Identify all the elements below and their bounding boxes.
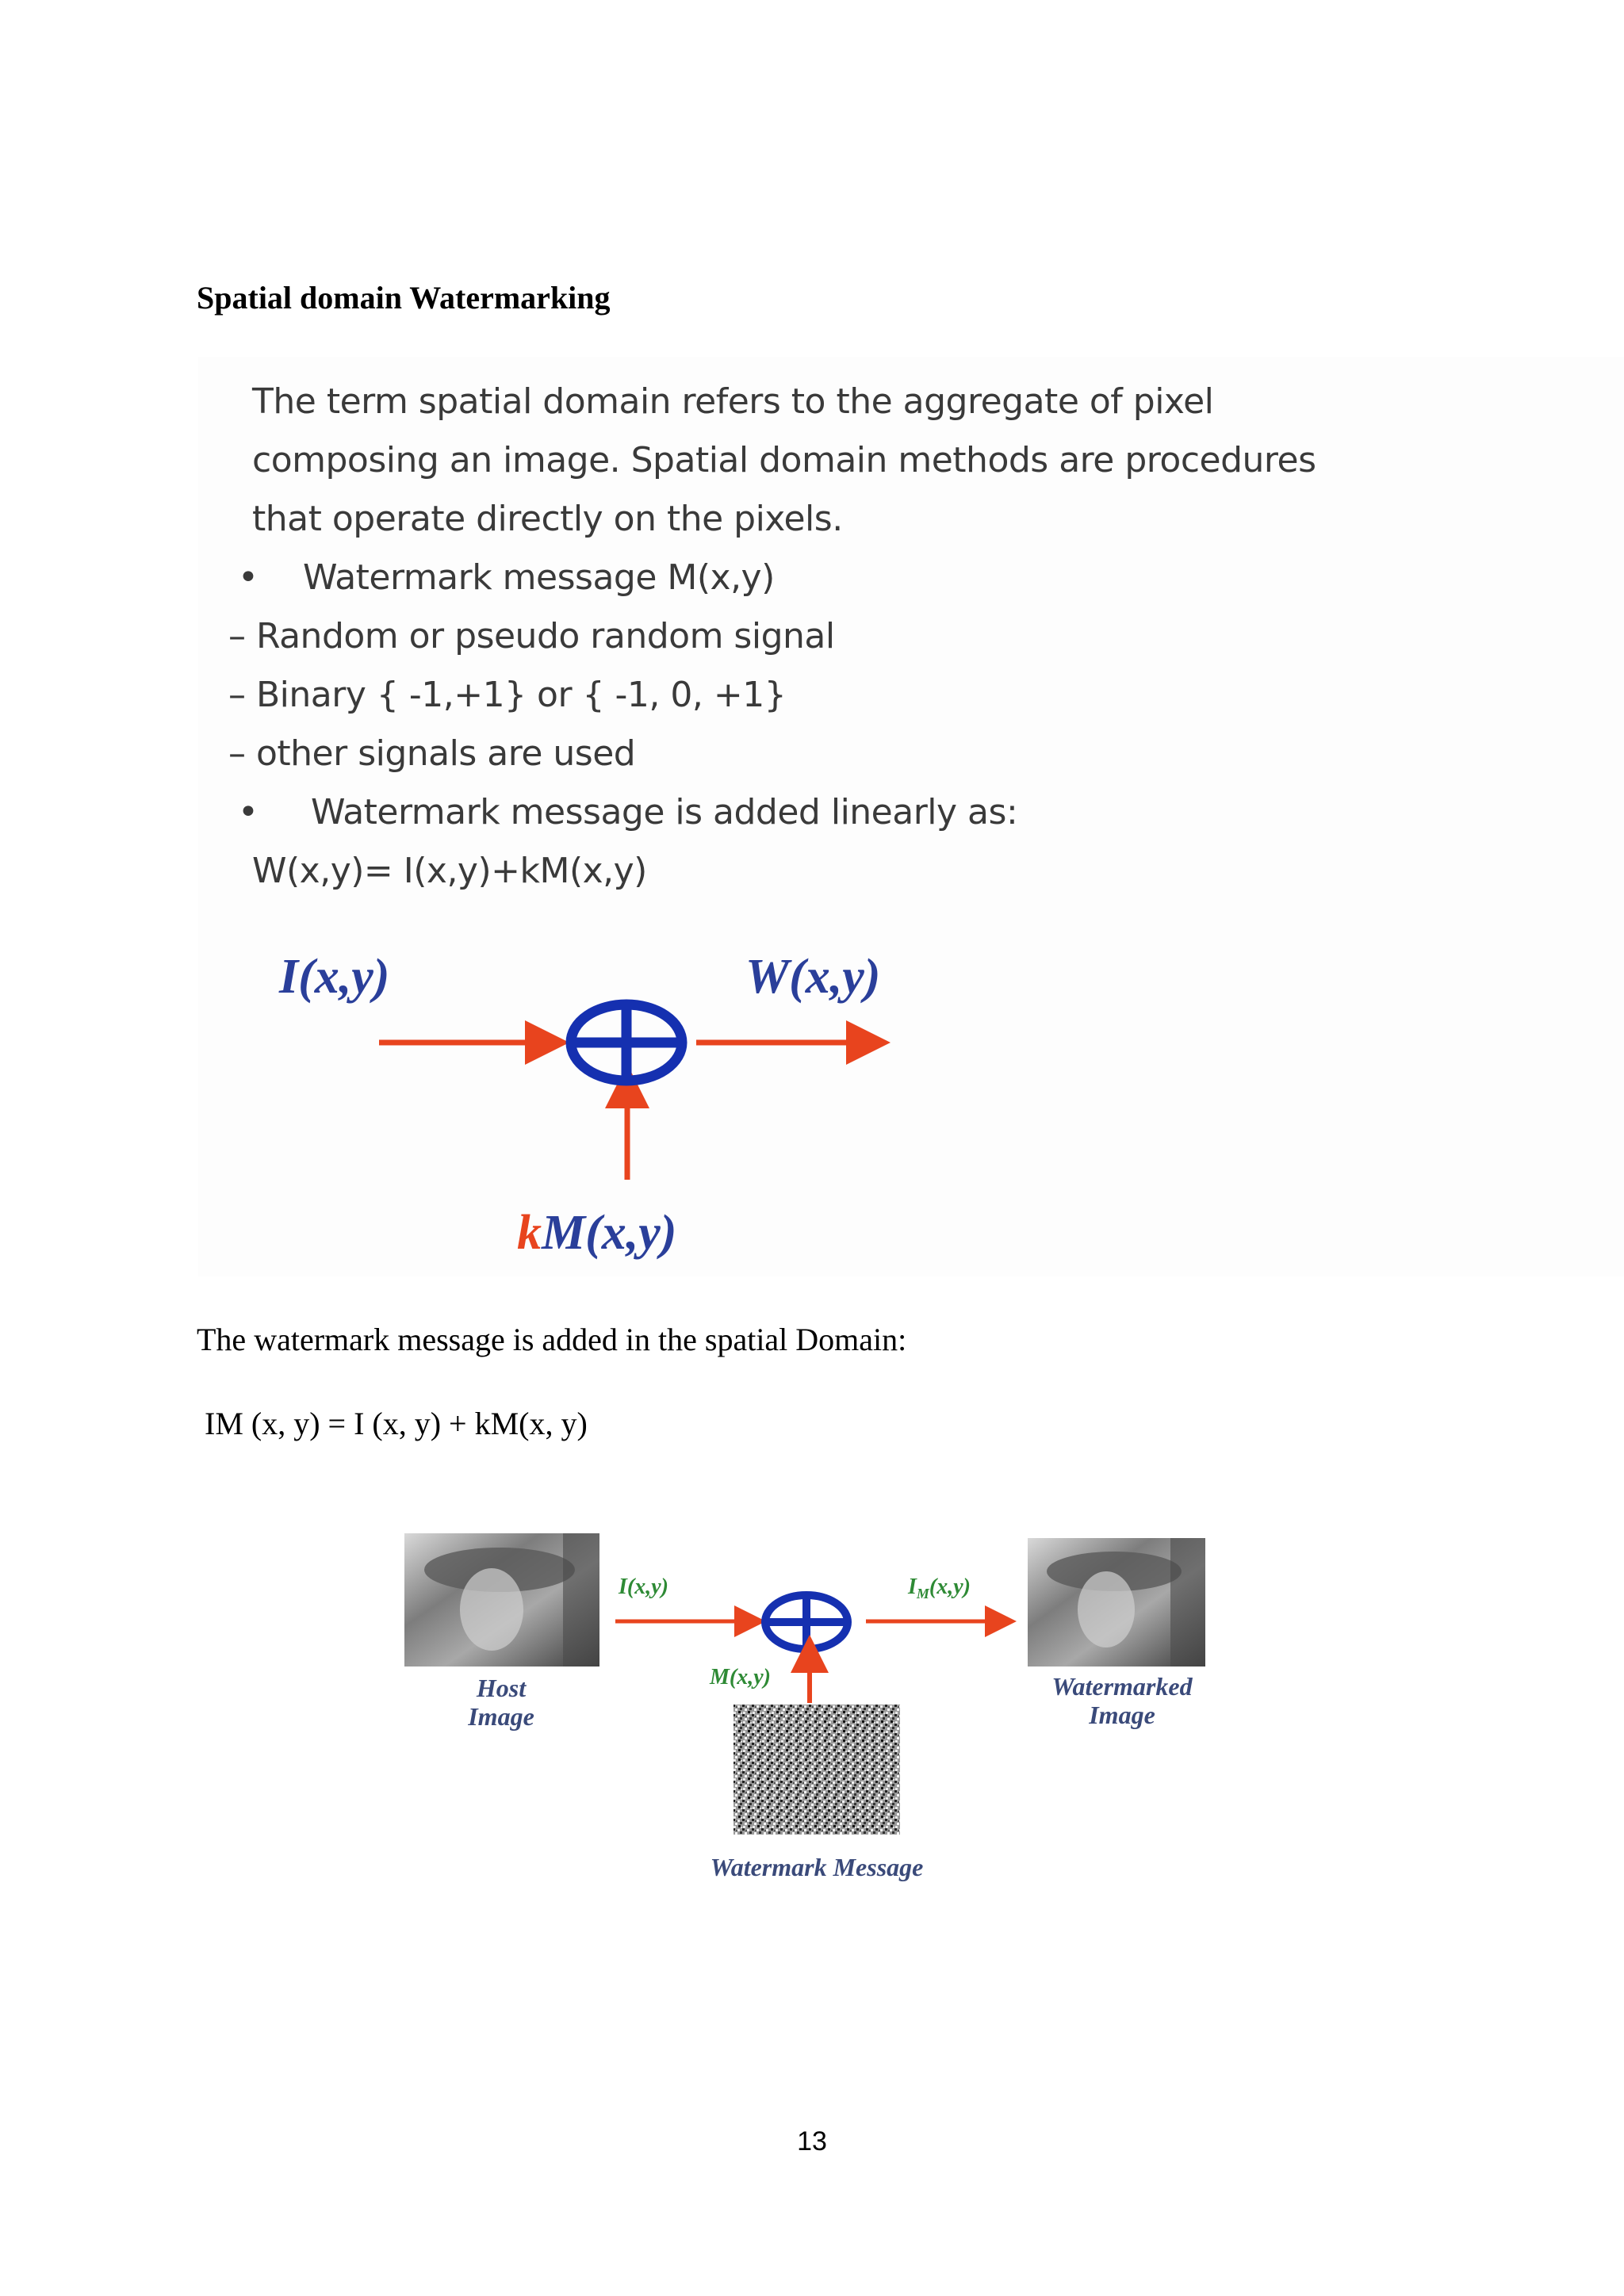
slide-text [228,373,1316,901]
output-main: I [908,1575,917,1599]
output-subscript: M [916,1586,929,1601]
bullet-2-text: Watermark message is added linearly as: [311,792,1018,832]
k-factor: k [517,1206,542,1260]
message-term: M(x,y) [542,1206,677,1260]
sub-item-3: – other signals are used [228,733,636,774]
intro-line-1: The term spatial domain refers to the aggregate of pixel [252,381,1214,422]
output-rest: (x,y) [929,1575,971,1599]
input-label: I(x,y) [279,950,390,1004]
watermark-embedding-diagram [381,1514,1253,1911]
adder-diagram [238,936,952,1284]
output-label: W(x,y) [745,950,881,1004]
output-label [907,1575,971,1601]
linear-formula: W(x,y)= I(x,y)+kM(x,y) [252,851,647,891]
watermarked-image [1028,1538,1205,1667]
adder-icon [765,1595,848,1649]
intro-line-3: that operate directly on the pixels. [252,499,843,539]
watermarked-label-line-2: Image [1089,1701,1155,1729]
section-heading: Spatial domain Watermarking [197,280,611,316]
watermarked-label-line-1: Watermarked [1051,1672,1193,1701]
sub-item-1: – Random or pseudo random signal [228,616,835,656]
page-number: 13 [797,2126,827,2156]
bullet-watermark-message [238,549,1316,607]
bullet-1-text: Watermark message M(x,y) [303,557,775,598]
paragraph: The watermark message is added in the spatial Domain: [197,1322,907,1357]
input-label: I(x,y) [619,1575,668,1599]
intro-line-2: composing an image. Spatial domain methods are procedures [252,440,1316,480]
added-signal-label [517,1206,676,1260]
host-label-line-2: Image [468,1702,534,1731]
watermark-message-image [733,1705,900,1835]
host-label-line-1: Host [476,1674,527,1702]
message-label: M(x,y) [710,1665,771,1689]
bullet-dot: • [238,792,259,832]
host-image [404,1533,599,1667]
equation: IM (x, y) = I (x, y) + kM(x, y) [205,1406,588,1441]
watermark-message-caption: Watermark Message [710,1853,924,1881]
sub-item-2: – Binary { -1,+1} or { -1, 0, +1} [228,675,787,715]
bullet-added-linearly [238,783,1316,842]
bullet-dot: • [238,557,259,598]
adder-icon [571,1004,682,1081]
